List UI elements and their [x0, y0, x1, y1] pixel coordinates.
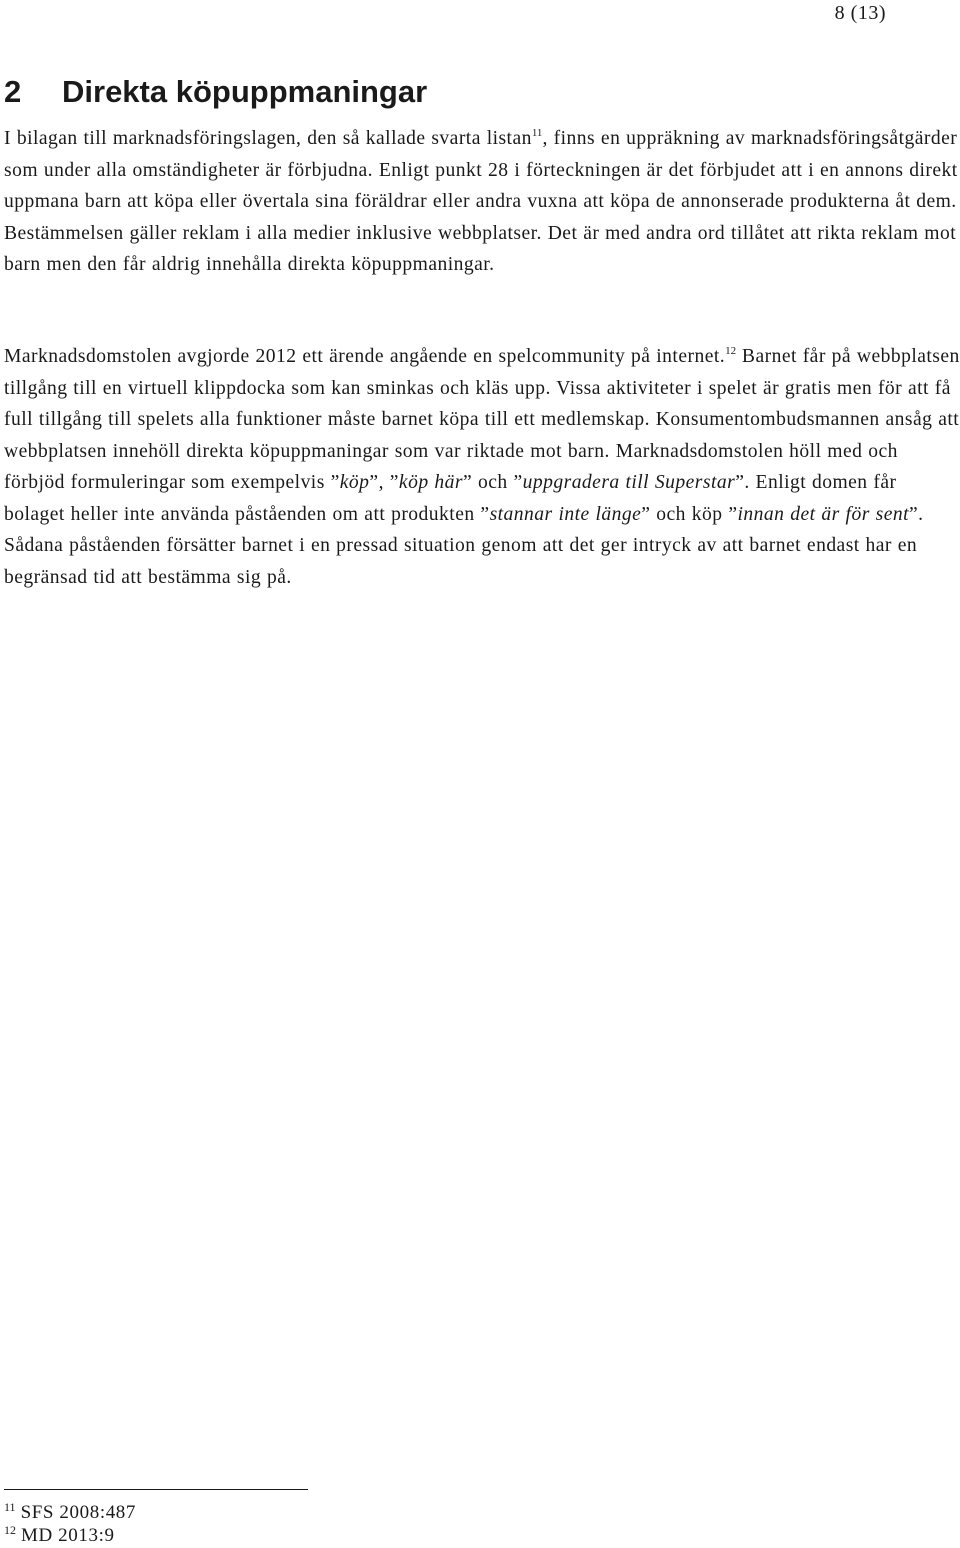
paragraph-2	[4, 341, 960, 593]
section-heading	[4, 74, 427, 110]
footnote-text: MD 2013:9	[21, 1525, 115, 1546]
quoted-phrase: köp	[339, 472, 370, 493]
footnote-separator	[4, 1489, 308, 1490]
paragraph-text: Barnet får på webbplatsen tillgång till en virtuell klippdocka som kan sminkas och kläs upp. Vissa aktiviteter i spelet är gratis men för att få full tillgång till spelets alla funktioner måste barnet köpa till ett medlemskap. Konsumentombudsmannen ansåg att webbplatsen innehöll direkta köpuppmaningar som var riktade mot barn. Marknadsdomstolen höll med och förbjöd formuleringar som exempelvis ”	[4, 346, 960, 493]
footnote-11	[4, 1501, 136, 1525]
section-title: Direkta köpuppmaningar	[62, 74, 428, 109]
footnote-12	[4, 1524, 115, 1548]
paragraph-text: ”. Sådana påståenden försätter barnet i en pressad situation genom att det ger intryck av att barnet endast har en begränsad tid att bestämma sig på.	[4, 503, 924, 588]
footnote-text: SFS 2008:487	[20, 1502, 136, 1523]
footnote-reference[interactable]: 12	[725, 344, 737, 357]
footnote-marker: 12	[4, 1523, 16, 1538]
paragraph-text: I bilagan till marknadsföringslagen, den så kallade svarta listan	[4, 128, 532, 149]
paragraph-text: , finns en uppräkning av marknadsföringsåtgärder som under alla omständigheter är förbjudna. Enligt punkt 28 i förteckningen är det förbjudet att i en annons direkt uppmana barn att köpa eller övertala sina föräldrar eller andra vuxna att köpa de annonserade produkterna åt dem. Bestämmelsen gäller reklam i alla medier inklusive webbplatser. Det är med andra ord tillåtet att rikta reklam mot barn men den får aldrig innehålla direkta köpuppmaningar.	[4, 128, 958, 275]
page-number: 8 (13)	[834, 2, 886, 24]
paragraph-text: ” och köp ”	[641, 503, 738, 525]
paragraph-text: ”. Enligt domen får bolaget heller inte använda påståenden om att produkten ”	[4, 472, 897, 525]
quoted-phrase: köp här	[398, 472, 463, 493]
paragraph-text: Marknadsdomstolen avgjorde 2012 ett ärende angående en spelcommunity på internet.	[4, 346, 726, 367]
paragraph-1	[4, 123, 960, 281]
footnote-marker: 11	[4, 1500, 16, 1515]
footnote-reference[interactable]: 11	[531, 126, 543, 139]
paragraph-text: ” och ”	[462, 472, 523, 493]
quoted-phrase: innan det är för sent	[737, 503, 909, 525]
quoted-phrase: uppgradera till Superstar	[522, 472, 736, 493]
quoted-phrase: stannar inte länge	[489, 503, 642, 525]
section-number: 2	[4, 74, 22, 109]
paragraph-text: ”, ”	[369, 472, 399, 493]
